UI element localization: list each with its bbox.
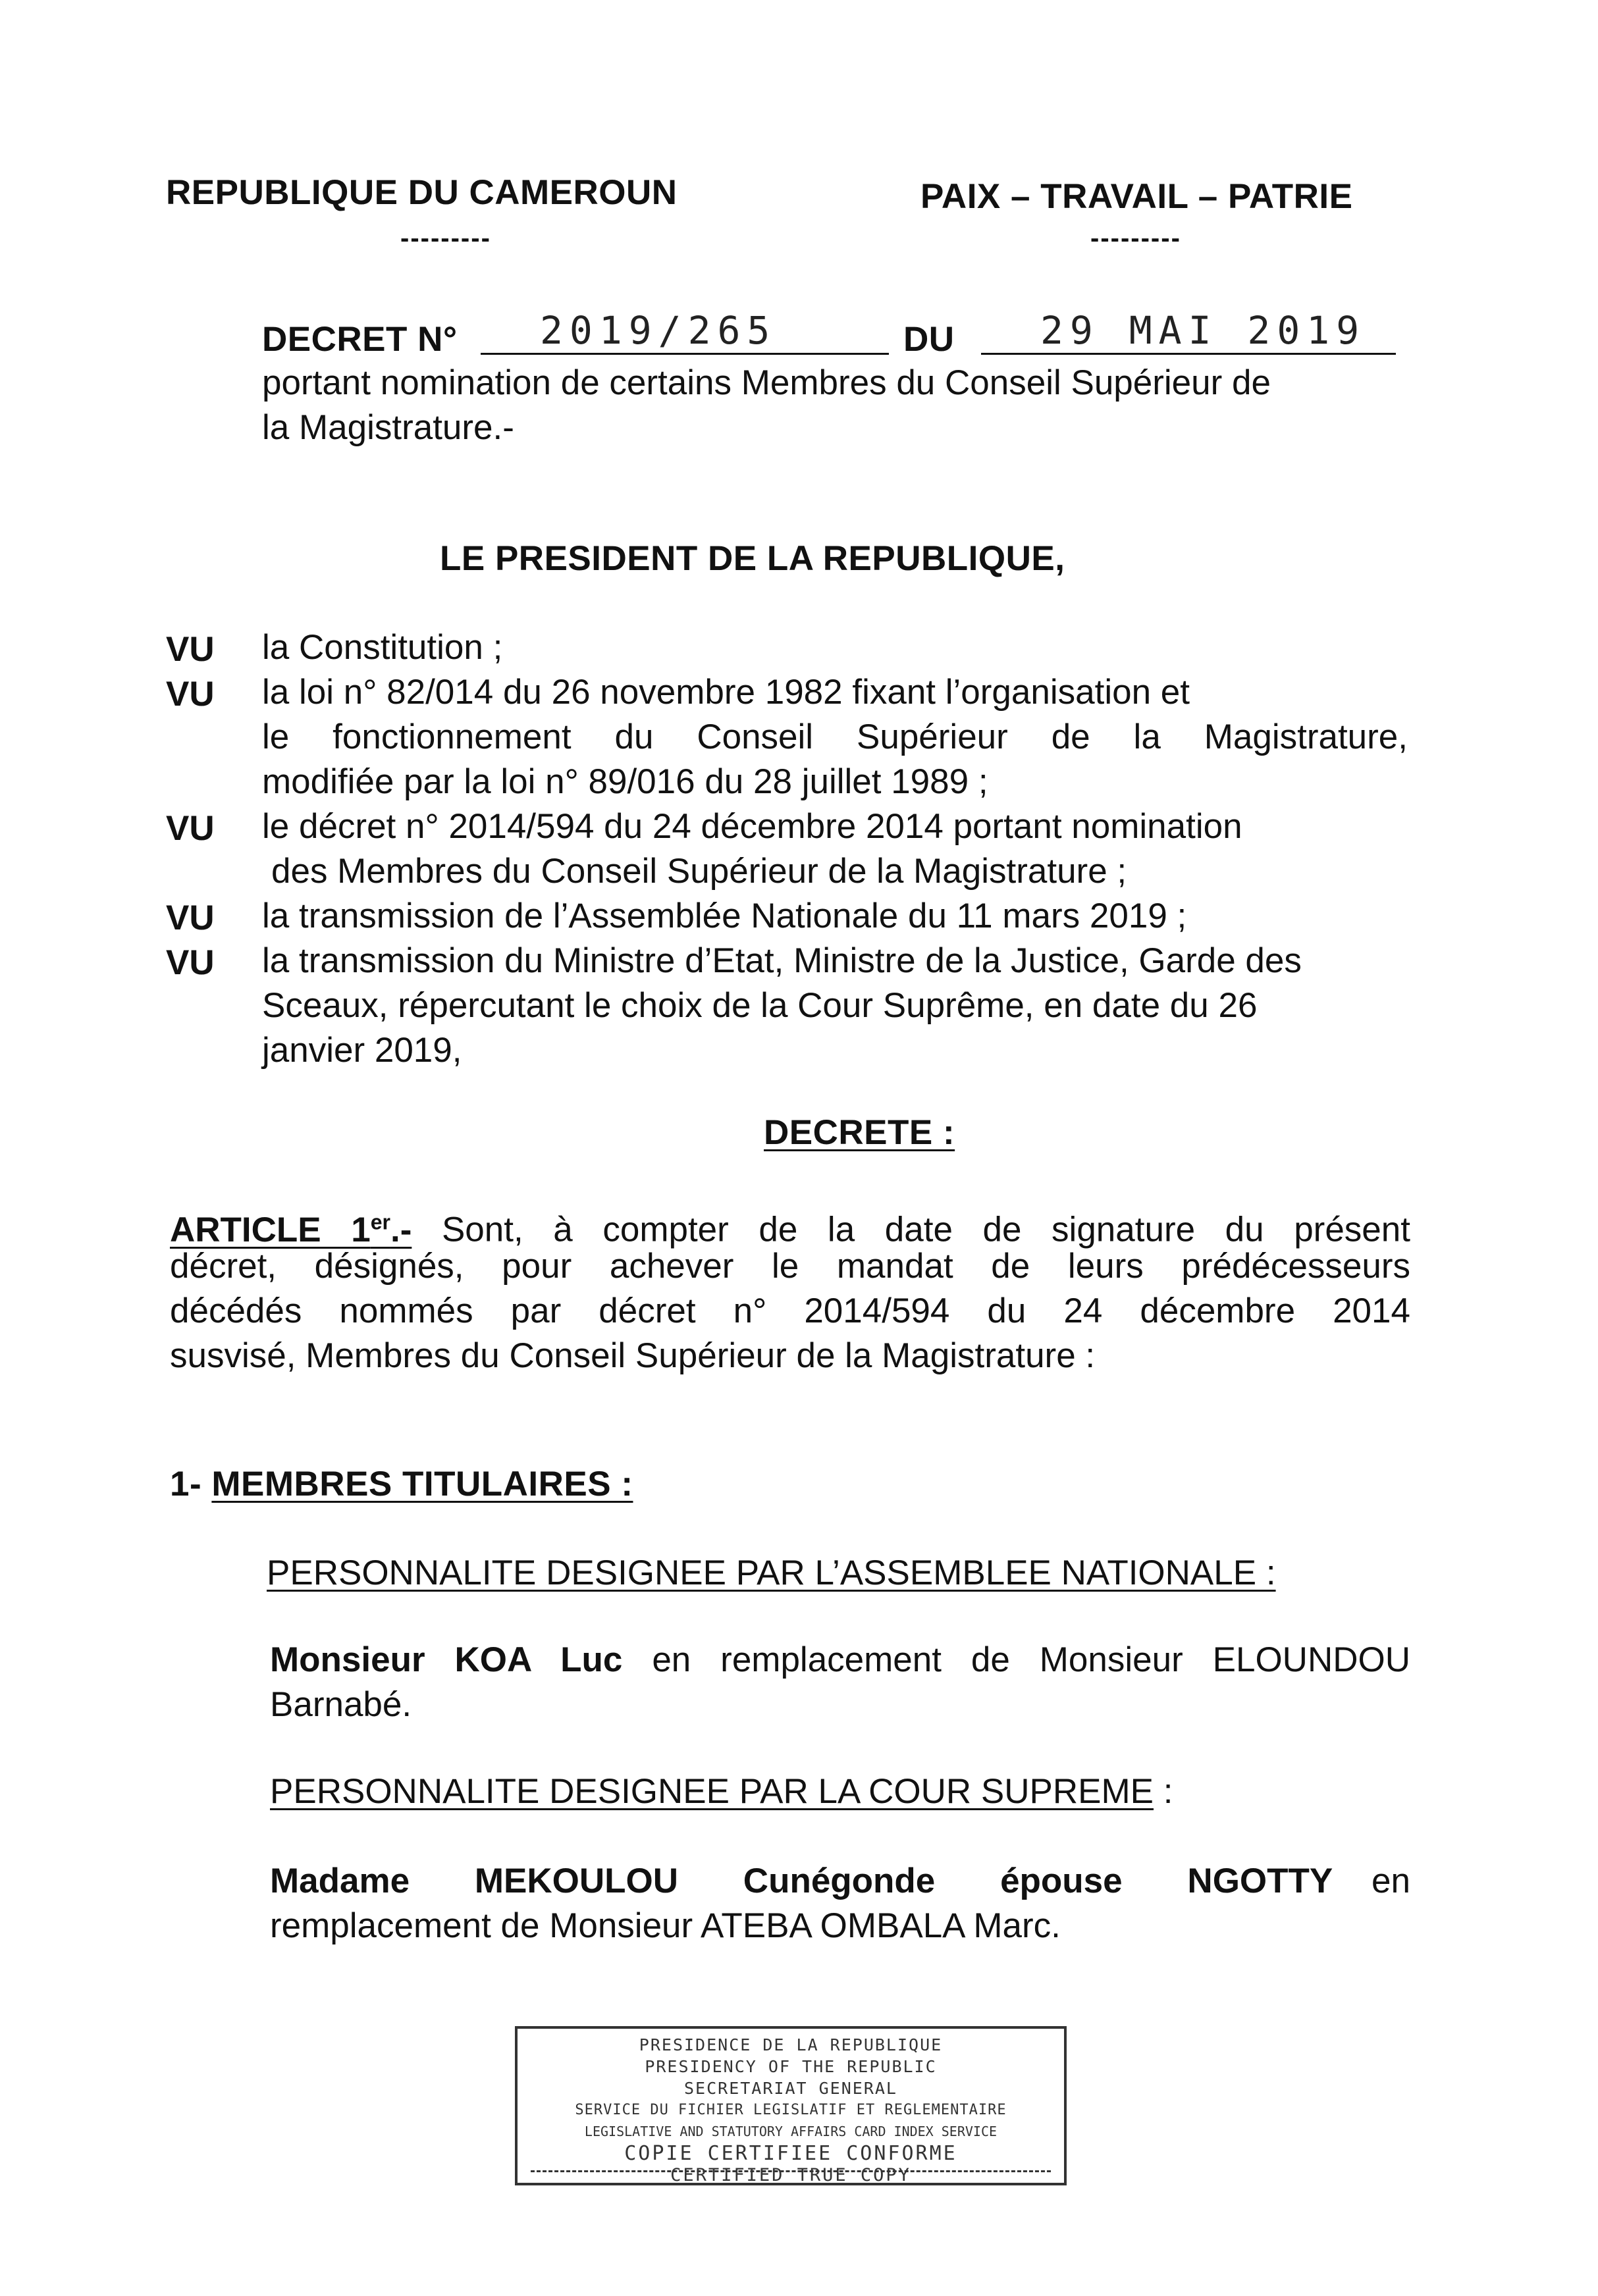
decree-du-label: DU [903, 320, 955, 359]
stamp-line-1: PRESIDENCE DE LA REPUBLIQUE [639, 2035, 943, 2054]
decree-number: 2019/265 [540, 308, 777, 353]
appointee-1-name: Monsieur KOA Luc [270, 1640, 623, 1679]
decrete-heading: DECRETE : [764, 1113, 955, 1152]
president-heading: LE PRESIDENT DE LA REPUBLIQUE, [440, 539, 1065, 578]
subsection-assemblee: PERSONNALITE DESIGNEE PAR L’ASSEMBLEE NATIONALE : [267, 1553, 1276, 1592]
stamp-line-2: PRESIDENCY OF THE REPUBLIC [645, 2057, 937, 2076]
stamp-line-6: COPIE CERTIFIEE CONFORME [624, 2142, 957, 2165]
appointee-1-line-1: Monsieur KOA Luc en remplacement de Monsieur ELOUNDOU [270, 1640, 1410, 1679]
header-motto: PAIX – TRAVAIL – PATRIE [920, 177, 1353, 216]
decree-label: DECRET N° [262, 320, 458, 359]
stamp-line-7: CERTIFIED TRUE COPY [670, 2165, 911, 2185]
header-republic: REPUBLIQUE DU CAMEROUN [166, 173, 678, 212]
vu-loi-line-1: la loi n° 82/014 du 26 novembre 1982 fixant l’organisation et [262, 673, 1190, 712]
vu-label-1: VU [166, 630, 215, 669]
stamp-dashed-line [531, 2170, 1051, 2172]
vu-constitution: la Constitution ; [262, 628, 503, 667]
vu-assemblee: la transmission de l’Assemblée Nationale du 11 mars 2019 ; [262, 897, 1187, 935]
decree-subject-line-2: la Magistrature.- [262, 408, 514, 447]
article-1-line-2: décret, désignés, pour achever le mandat de leurs prédécesseurs [170, 1247, 1410, 1286]
decree-date: 29 MAI 2019 [1040, 308, 1366, 353]
vu-ministre-line-3: janvier 2019, [262, 1031, 462, 1070]
stamp-line-3: SECRETARIAT GENERAL [684, 2079, 897, 2098]
vu-decret-line-1: le décret n° 2014/594 du 24 décembre 2014 portant nomination [262, 807, 1242, 846]
vu-label-3: VU [166, 809, 215, 848]
header-separator-right: --------- [1090, 224, 1181, 253]
vu-label-2: VU [166, 675, 215, 714]
article-1-text: Sont, à compter de la date de signature du présent [441, 1210, 1410, 1249]
article-1-line-3: décédés nommés par décret n° 2014/594 du 24 décembre 2014 [170, 1292, 1410, 1330]
vu-loi-line-2: le fonctionnement du Conseil Supérieur de la Magistrature, [262, 718, 1408, 756]
stamp-line-4: SERVICE DU FICHIER LEGISLATIF ET REGLEMENTAIRE [575, 2102, 1007, 2118]
article-1-label: ARTICLE 1er.- [170, 1210, 412, 1249]
decree-number-underline [481, 353, 889, 355]
article-1-line-4: susvisé, Membres du Conseil Supérieur de la Magistrature : [170, 1336, 1096, 1375]
appointee-2-name: Madame MEKOULOU Cunégonde épouse NGOTTY [270, 1862, 1333, 1900]
decree-subject-line-1: portant nomination de certains Membres du Conseil Supérieur de [262, 363, 1271, 402]
section-1-heading: 1- MEMBRES TITULAIRES : [170, 1465, 633, 1503]
vu-ministre-line-1: la transmission du Ministre d’Etat, Ministre de la Justice, Garde des [262, 941, 1302, 980]
appointee-1-line-2: Barnabé. [270, 1685, 412, 1724]
appointee-2-line-1: Madame MEKOULOU Cunégonde épouse NGOTTY en [270, 1862, 1410, 1900]
vu-decret-line-2: des Membres du Conseil Supérieur de la Magistrature ; [271, 852, 1127, 891]
vu-ministre-line-2: Sceaux, répercutant le choix de la Cour Suprême, en date du 26 [262, 986, 1258, 1025]
subsection-cour-supreme: PERSONNALITE DESIGNEE PAR LA COUR SUPREME : [270, 1772, 1173, 1811]
decree-date-underline [981, 353, 1396, 355]
stamp-line-5: LEGISLATIVE AND STATUTORY AFFAIRS CARD INDEX SERVICE [584, 2124, 998, 2139]
appointee-2-line-2: remplacement de Monsieur ATEBA OMBALA Marc. [270, 1906, 1061, 1945]
vu-label-4: VU [166, 899, 215, 937]
header-separator-left: --------- [400, 224, 491, 253]
certified-copy-stamp [515, 2026, 1067, 2185]
vu-loi-line-3: modifiée par la loi n° 89/016 du 28 juillet 1989 ; [262, 762, 988, 801]
vu-label-5: VU [166, 943, 215, 982]
